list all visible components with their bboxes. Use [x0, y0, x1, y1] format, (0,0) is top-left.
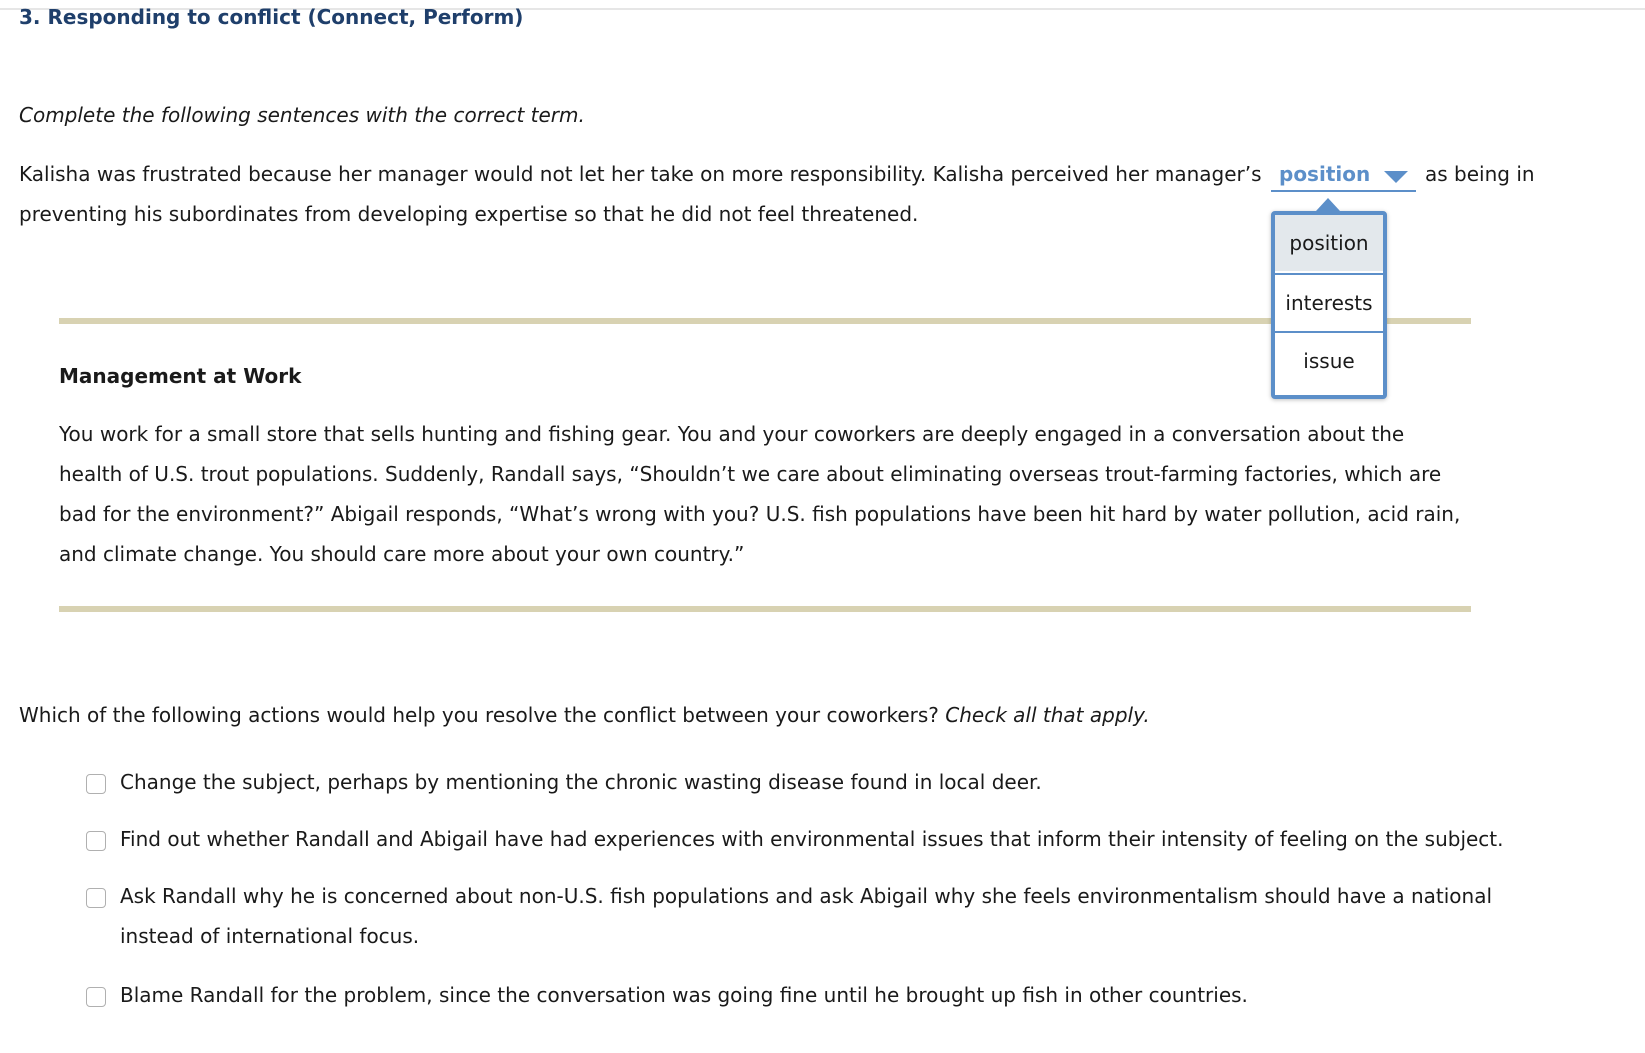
question-hint: Check all that apply.: [945, 703, 1150, 727]
answer-option-text: Ask Randall why he is concerned about non-U.S. fish populations and ask Abigail why she feels environmentalism should have a national: [120, 884, 1493, 908]
kalisha-line-2: preventing his subordinates from developing expertise so that he did not feel threatened.: [19, 202, 919, 226]
scenario-line-4: and climate change. You should care more about your own country.”: [59, 542, 745, 566]
checkbox[interactable]: [86, 888, 106, 908]
kalisha-line-1: Kalisha was frustrated because her manager would not let her take on more responsibility. Kalisha perceived her manager’s: [19, 162, 1262, 186]
case-bottom-rule: [59, 606, 1471, 612]
checkbox[interactable]: [86, 831, 106, 851]
checkbox[interactable]: [86, 774, 106, 794]
checkbox[interactable]: [86, 987, 106, 1007]
dropdown-option-position[interactable]: position: [1275, 215, 1383, 271]
answer-option-text: Find out whether Randall and Abigail have had experiences with environmental issues that inform their intensity of feeling on the subject.: [120, 827, 1504, 851]
answer-option-text: Change the subject, perhaps by mentioning the chronic wasting disease found in local deer.: [120, 770, 1042, 794]
kalisha-line-1-end: as being in: [1425, 162, 1535, 186]
caret-down-icon: [1384, 171, 1408, 183]
section-title: 3. Responding to conflict (Connect, Perform): [19, 5, 524, 29]
management-at-work-heading: Management at Work: [59, 364, 302, 388]
menu-pointer-icon: [1316, 198, 1340, 211]
scenario-line-3: bad for the environment?” Abigail responds, “What’s wrong with you? U.S. fish populations have been hit hard by water pollution, acid rain,: [59, 502, 1461, 526]
dropdown-selected-value: position: [1279, 162, 1371, 186]
term-dropdown[interactable]: [1271, 162, 1416, 192]
answer-option-text: Blame Randall for the problem, since the conversation was going fine until he brought up fish in other countries.: [120, 983, 1248, 1007]
question-text: Which of the following actions would help you resolve the conflict between your coworkers?: [19, 703, 939, 727]
instructions: Complete the following sentences with the correct term.: [19, 103, 585, 127]
dropdown-menu: [1271, 211, 1387, 399]
dropdown-option-issue[interactable]: issue: [1275, 331, 1383, 389]
dropdown-option-interests[interactable]: interests: [1275, 273, 1383, 331]
scenario-line-1: You work for a small store that sells hunting and fishing gear. You and your coworkers are deeply engaged in a conversation about the: [59, 422, 1405, 446]
scenario-line-2: health of U.S. trout populations. Suddenly, Randall says, “Shouldn’t we care about eliminating overseas trout-farming factories, which are: [59, 462, 1442, 486]
case-top-rule: [59, 318, 1471, 324]
answer-option-text-continued: instead of international focus.: [120, 924, 420, 948]
question-prompt: [19, 703, 1150, 727]
